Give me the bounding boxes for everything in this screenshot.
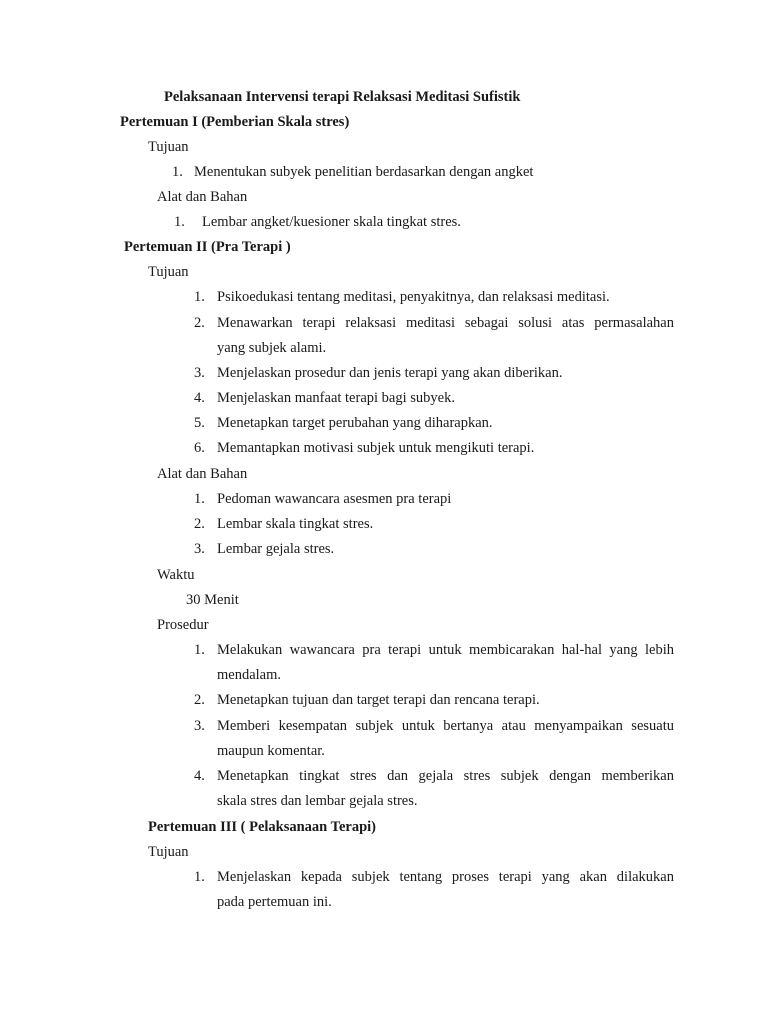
tujuan-label: Tujuan bbox=[148, 139, 189, 155]
list-item: Menjelaskan prosedur dan jenis terapi yang akan diberikan. bbox=[217, 365, 563, 381]
list-item: Lembar gejala stres. bbox=[217, 541, 335, 557]
list-number: 1. bbox=[172, 164, 183, 180]
list-item-continuation: mendalam. bbox=[217, 667, 282, 683]
list-item: Menetapkan tingkat stres dan gejala stres subjek dengan memberikan bbox=[217, 768, 674, 784]
list-item: Menawarkan terapi relaksasi meditasi sebagai solusi atas permasalahan bbox=[217, 315, 674, 331]
list-number: 3. bbox=[194, 365, 205, 381]
list-item-continuation: yang subjek alami. bbox=[217, 340, 327, 356]
list-number: 1. bbox=[194, 491, 205, 507]
section-heading-pertemuan-1: Pertemuan I (Pemberian Skala stres) bbox=[120, 114, 350, 130]
list-item: Memberi kesempatan subjek untuk bertanya atau menyampaikan sesuatu bbox=[217, 718, 674, 734]
alat-label: Alat dan Bahan bbox=[157, 466, 248, 482]
list-item: Lembar angket/kuesioner skala tingkat stres. bbox=[202, 214, 461, 230]
list-number: 2. bbox=[194, 315, 205, 331]
waktu-label: Waktu bbox=[157, 567, 195, 583]
list-item-continuation: pada pertemuan ini. bbox=[217, 894, 332, 910]
list-number: 1. bbox=[174, 214, 185, 230]
prosedur-label: Prosedur bbox=[157, 617, 209, 633]
list-item: Menjelaskan kepada subjek tentang proses terapi yang akan dilakukan bbox=[217, 869, 674, 885]
list-item: Melakukan wawancara pra terapi untuk membicarakan hal-hal yang lebih bbox=[217, 642, 674, 658]
list-number: 4. bbox=[194, 390, 205, 406]
list-number: 4. bbox=[194, 768, 205, 784]
list-item: Lembar skala tingkat stres. bbox=[217, 516, 374, 532]
document-title: Pelaksanaan Intervensi terapi Relaksasi Meditasi Sufistik bbox=[164, 89, 521, 105]
list-number: 1. bbox=[194, 289, 205, 305]
tujuan-label: Tujuan bbox=[148, 264, 189, 280]
alat-label: Alat dan Bahan bbox=[157, 189, 248, 205]
list-number: 1. bbox=[194, 869, 205, 885]
list-item: Memantapkan motivasi subjek untuk mengikuti terapi. bbox=[217, 440, 535, 456]
section-heading-pertemuan-2: Pertemuan II (Pra Terapi ) bbox=[124, 239, 291, 255]
list-number: 3. bbox=[194, 718, 205, 734]
list-number: 5. bbox=[194, 415, 205, 431]
list-item-continuation: maupun komentar. bbox=[217, 743, 325, 759]
list-item: Menjelaskan manfaat terapi bagi subyek. bbox=[217, 390, 455, 406]
list-item: Menetapkan tujuan dan target terapi dan rencana terapi. bbox=[217, 692, 540, 708]
list-number: 2. bbox=[194, 516, 205, 532]
tujuan-label: Tujuan bbox=[148, 844, 189, 860]
list-number: 6. bbox=[194, 440, 205, 456]
list-item: Psikoedukasi tentang meditasi, penyakitnya, dan relaksasi meditasi. bbox=[217, 289, 610, 305]
list-item: Menentukan subyek penelitian berdasarkan dengan angket bbox=[194, 164, 534, 180]
list-item-continuation: skala stres dan lembar gejala stres. bbox=[217, 793, 418, 809]
list-item: Pedoman wawancara asesmen pra terapi bbox=[217, 491, 452, 507]
section-heading-pertemuan-3: Pertemuan III ( Pelaksanaan Terapi) bbox=[148, 819, 376, 835]
list-number: 1. bbox=[194, 642, 205, 658]
list-number: 2. bbox=[194, 692, 205, 708]
waktu-value: 30 Menit bbox=[186, 592, 239, 608]
list-item: Menetapkan target perubahan yang diharapkan. bbox=[217, 415, 493, 431]
list-number: 3. bbox=[194, 541, 205, 557]
